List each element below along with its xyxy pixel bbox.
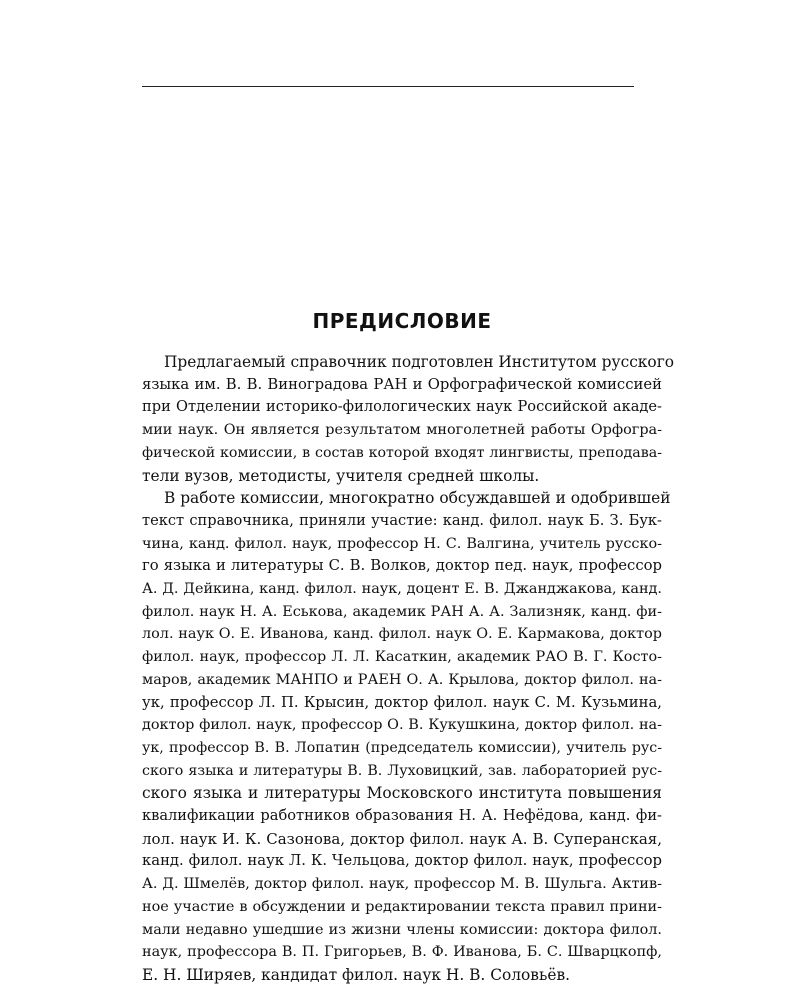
text-line: лол. наук О. Е. Иванова, канд. филол. наук О. Е. Кармакова, доктор	[142, 626, 662, 643]
text-line: ук, профессор Л. П. Крысин, доктор филол. наук С. М. Кузьмина,	[142, 693, 662, 711]
text-line: тели вузов, методисты, учителя средней школы.	[142, 466, 540, 485]
header-rule	[142, 86, 634, 87]
text-line: А. Д. Шмелёв, доктор филол. наук, профессор М. В. Шульга. Актив-	[142, 876, 662, 893]
text-line: ное участие в обсуждении и редактировании текста правил прини-	[142, 898, 662, 915]
text-line: квалификации работников образования Н. А. Нефёдова, канд. фи-	[142, 807, 662, 825]
text-line: чина, канд. филол. наук, профессор Н. С. Валгина, учитель русско-	[142, 535, 662, 552]
text-line: при Отделении историко-филологических наук Российской акаде-	[142, 398, 662, 416]
text-line: го языка и литературы С. В. Волков, доктор пед. наук, профессор	[142, 557, 662, 575]
text-line: Предлагаемый справочник подготовлен Институтом русского	[164, 353, 675, 371]
text-line: ук, профессор В. В. Лопатин (председатель комиссии), учитель рус-	[142, 739, 662, 756]
text-line: фической комиссии, в состав которой входят лингвисты, преподава-	[142, 444, 662, 461]
text-line: мии наук. Он является результатом многолетней работы Орфогра-	[142, 422, 662, 439]
text-line: мали недавно ушедшие из жизни члены комиссии: доктора филол.	[142, 921, 662, 938]
text-line: доктор филол. наук, профессор О. В. Кукушкина, доктор филол. на-	[142, 717, 662, 734]
text-line: наук, профессора В. П. Григорьев, В. Ф. Иванова, Б. С. Шварцкопф,	[142, 944, 662, 961]
preface-text	[142, 351, 675, 987]
text-line: Е. Н. Ширяев, кандидат филол. наук Н. В. Соловьёв.	[142, 965, 571, 984]
text-line: текст справочника, приняли участие: канд. филол. наук Б. З. Бук-	[142, 511, 662, 529]
text-line: филол. наук, профессор Л. Л. Касаткин, академик РАО В. Г. Косто-	[142, 649, 662, 666]
text-line: ского языка и литературы Московского института повышения	[142, 784, 662, 803]
text-line: канд. филол. наук Л. К. Чельцова, доктор филол. наук, профессор	[142, 852, 662, 870]
text-line: В работе комиссии, многократно обсуждавшей и одобрившей	[164, 489, 671, 508]
text-line: языка им. В. В. Виноградова РАН и Орфографической комиссией	[142, 375, 662, 393]
text-line: ского языка и литературы В. В. Луховицкий, зав. лабораторией рус-	[142, 762, 662, 779]
text-line: А. Д. Дейкина, канд. филол. наук, доцент Е. В. Джанджакова, канд.	[142, 581, 662, 598]
text-line: маров, академик МАНПО и РАЕН О. А. Крылова, доктор филол. на-	[142, 671, 662, 688]
page-title: ПРЕДИСЛОВИЕ	[312, 309, 492, 333]
text-line: филол. наук Н. А. Еськова, академик РАН А. А. Зализняк, канд. фи-	[142, 603, 662, 620]
text-line: лол. наук И. К. Сазонова, доктор филол. наук А. В. Суперанская,	[142, 829, 662, 848]
